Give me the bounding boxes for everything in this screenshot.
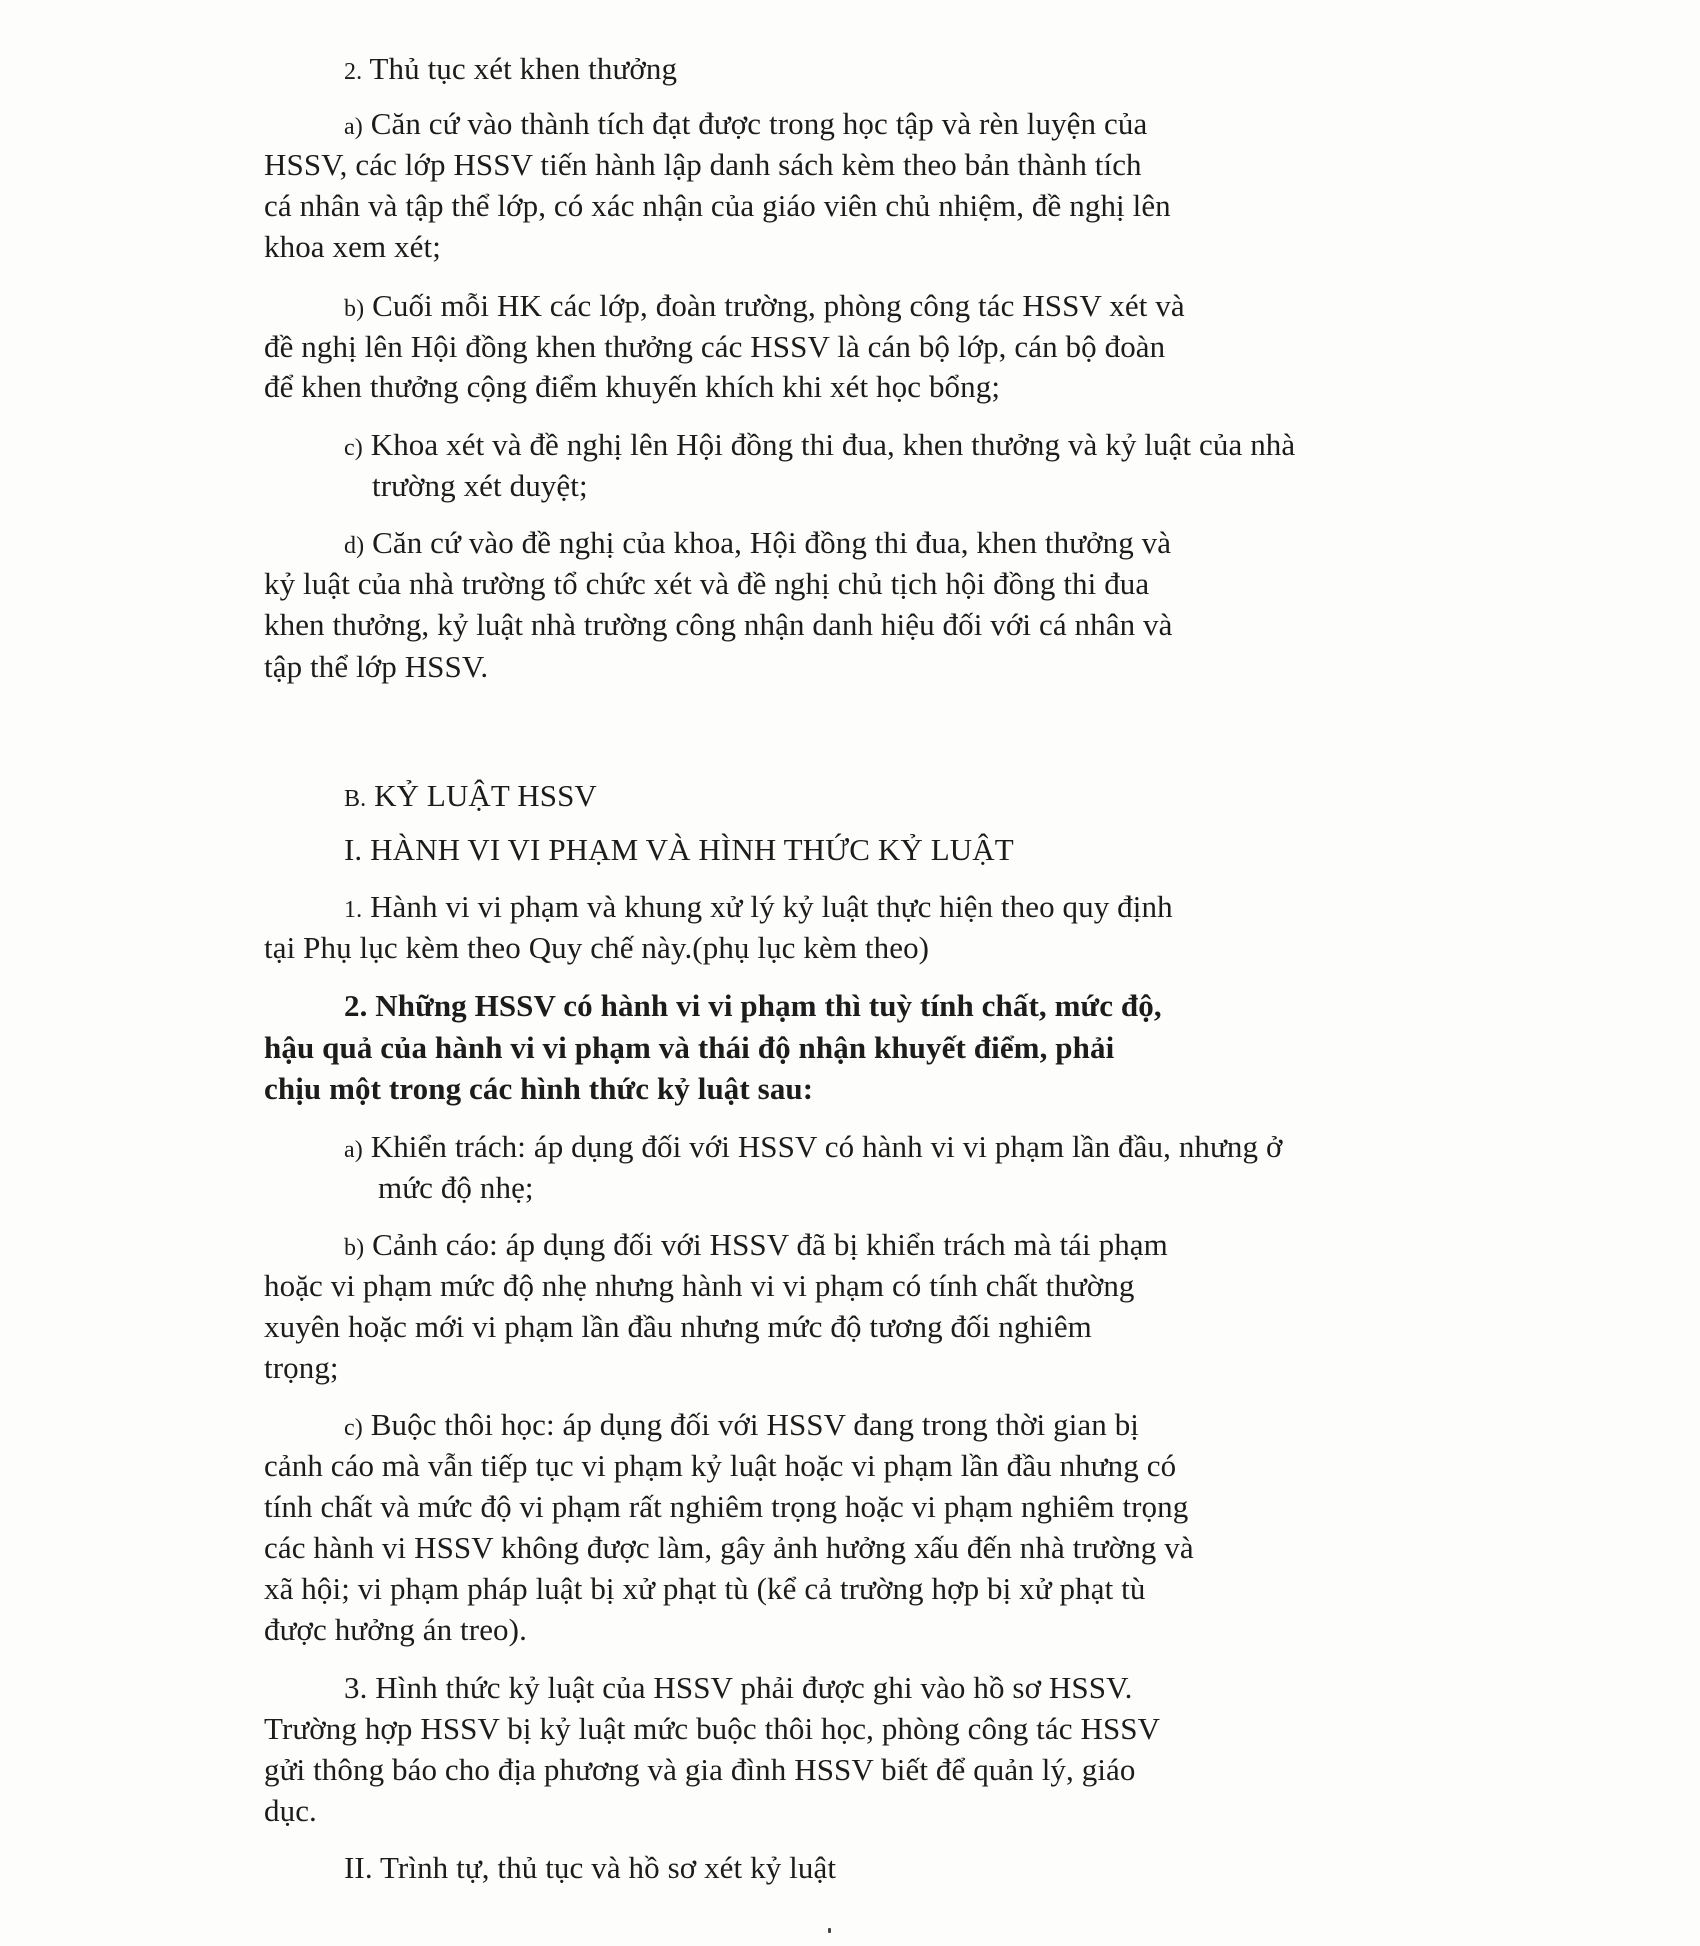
item-2c-line-1 <box>344 1405 1139 1448</box>
item-c-line-2: trường xét duyệt; <box>372 468 588 503</box>
line-text: Buộc thôi học: áp dụng đối với HSSV đang trong thời gian bị <box>370 1407 1140 1442</box>
line-text: Căn cứ vào thành tích đạt được trong học tập và rèn luyện của <box>370 106 1148 141</box>
item-2-line-1: 2. Những HSSV có hành vi vi phạm thì tuỳ tính chất, mức độ, <box>344 988 1162 1023</box>
scan-speck <box>828 1928 831 1933</box>
heading-text: KỶ LUẬT HSSV <box>374 778 597 813</box>
item-2-line-3: chịu một trong các hình thức kỷ luật sau: <box>264 1071 814 1106</box>
item-marker: b) <box>344 1235 365 1261</box>
item-number: 1. <box>344 897 363 923</box>
line-text: Cảnh cáo: áp dụng đối với HSSV đã bị khiển trách mà tái phạm <box>372 1227 1168 1262</box>
item-b-line-1 <box>344 286 1185 329</box>
item-2-line-2: hậu quả của hành vi vi phạm và thái độ nhận khuyết điểm, phải <box>264 1030 1115 1065</box>
item-marker: d) <box>344 533 365 559</box>
item-d-line-2: kỷ luật của nhà trường tổ chức xét và đề nghị chủ tịch hội đồng thi đua <box>264 566 1150 601</box>
sub-heading-2: II. Trình tự, thủ tục và hồ sơ xét kỷ luật <box>344 1850 837 1885</box>
section-b-heading <box>344 776 597 819</box>
item-d-line-1 <box>344 523 1171 566</box>
item-2c-line-6: được hưởng án treo). <box>264 1612 527 1647</box>
item-2b-line-4: trọng; <box>264 1350 339 1385</box>
line-text: Khiển trách: áp dụng đối với HSSV có hành vi vi phạm lần đầu, nhưng ở <box>370 1129 1283 1164</box>
item-2c-line-2: cảnh cáo mà vẫn tiếp tục vi phạm kỷ luật hoặc vi phạm lần đầu nhưng có <box>264 1448 1177 1483</box>
heading-number: 2. <box>344 59 363 85</box>
item-3-line-2: Trường hợp HSSV bị kỷ luật mức buộc thôi học, phòng công tác HSSV <box>264 1711 1161 1746</box>
item-d-line-3: khen thưởng, kỷ luật nhà trường công nhận danh hiệu đối với cá nhân và <box>264 607 1173 642</box>
item-a-line-2: HSSV, các lớp HSSV tiến hành lập danh sách kèm theo bản thành tích <box>264 147 1142 182</box>
item-2b-line-2: hoặc vi phạm mức độ nhẹ nhưng hành vi vi phạm có tính chất thường <box>264 1268 1135 1303</box>
item-a-line-3: cá nhân và tập thể lớp, có xác nhận của giáo viên chủ nhiệm, đề nghị lên <box>264 188 1171 223</box>
item-2a-line-2: mức độ nhẹ; <box>378 1170 534 1205</box>
sub-heading-1: I. HÀNH VI VI PHẠM VÀ HÌNH THỨC KỶ LUẬT <box>344 832 1014 867</box>
item-b-line-3: để khen thưởng cộng điểm khuyến khích khi xét học bổng; <box>264 369 1001 404</box>
line-text: Khoa xét và đề nghị lên Hội đồng thi đua, khen thưởng và kỷ luật của nhà <box>370 427 1296 462</box>
item-marker: a) <box>344 1137 363 1163</box>
item-b-line-2: đề nghị lên Hội đồng khen thưởng các HSSV là cán bộ lớp, cán bộ đoàn <box>264 329 1166 364</box>
item-marker: a) <box>344 114 363 140</box>
heading-text: Thủ tục xét khen thưởng <box>369 51 678 86</box>
line-text: Hành vi vi phạm và khung xử lý kỷ luật thực hiện theo quy định <box>370 889 1173 924</box>
section-heading <box>344 49 677 92</box>
line-text: Cuối mỗi HK các lớp, đoàn trường, phòng công tác HSSV xét và <box>372 288 1185 323</box>
item-2c-line-3: tính chất và mức độ vi phạm rất nghiêm trọng hoặc vi phạm nghiêm trọng <box>264 1489 1189 1524</box>
item-marker: c) <box>344 435 363 461</box>
item-1-line-2: tại Phụ lục kèm theo Quy chế này.(phụ lục kèm theo) <box>264 930 930 965</box>
item-2c-line-5: xã hội; vi phạm pháp luật bị xử phạt tù (kể cả trường hợp bị xử phạt tù <box>264 1571 1146 1606</box>
item-1-line-1 <box>344 887 1173 930</box>
item-2c-line-4: các hành vi HSSV không được làm, gây ảnh hưởng xấu đến nhà trường và <box>264 1530 1194 1565</box>
line-text: Căn cứ vào đề nghị của khoa, Hội đồng thi đua, khen thưởng và <box>372 525 1172 560</box>
item-2a-line-1 <box>344 1127 1282 1170</box>
item-marker: c) <box>344 1415 363 1441</box>
item-2b-line-3: xuyên hoặc mới vi phạm lần đầu nhưng mức độ tương đối nghiêm <box>264 1309 1092 1344</box>
item-d-line-4: tập thể lớp HSSV. <box>264 649 489 684</box>
item-2b-line-1 <box>344 1225 1168 1268</box>
item-3-line-4: dục. <box>264 1793 317 1828</box>
item-a-line-4: khoa xem xét; <box>264 229 441 264</box>
item-marker: b) <box>344 296 365 322</box>
item-c-line-1 <box>344 425 1295 468</box>
heading-number: B. <box>344 786 367 812</box>
item-3-line-1: 3. Hình thức kỷ luật của HSSV phải được ghi vào hồ sơ HSSV. <box>344 1670 1133 1705</box>
item-3-line-3: gửi thông báo cho địa phương và gia đình HSSV biết để quản lý, giáo <box>264 1752 1136 1787</box>
item-a-line-1 <box>344 104 1147 147</box>
